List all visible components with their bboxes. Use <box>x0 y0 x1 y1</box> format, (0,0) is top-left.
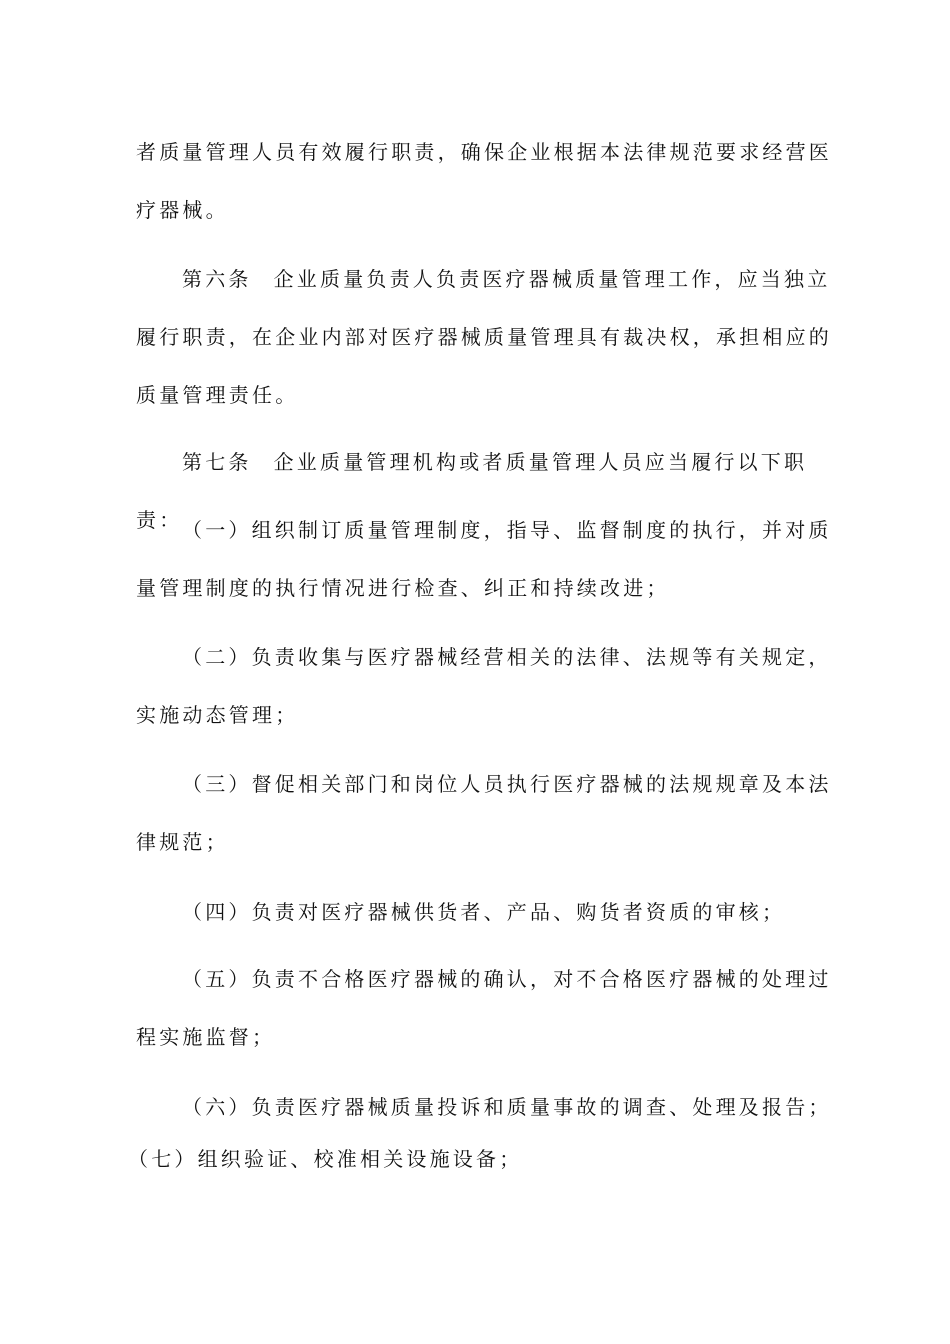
paragraph-continuation <box>136 123 836 239</box>
article-label: 第六条 <box>182 267 252 291</box>
duty-text: （二）负责收集与医疗器械经营相关的法律、法规等有关规定，实施动态管理； <box>136 645 832 727</box>
duty-text: （三）督促相关部门和岗位人员执行医疗器械的法规规章及本法律规范； <box>136 772 832 854</box>
article-6 <box>136 250 836 424</box>
duty-item-7 <box>128 1130 828 1188</box>
paragraph-text: 者质量管理人员有效履行职责，确保企业根据本法律规范要求经营医疗器械。 <box>136 140 832 222</box>
duty-item-2 <box>136 628 836 744</box>
duty-item-5 <box>136 950 836 1066</box>
duty-text: （四）负责对医疗器械供货者、产品、购货者资质的审核； <box>182 900 786 924</box>
duty-text: （六）负责医疗器械质量投诉和质量事故的调查、处理及报告； <box>182 1095 832 1119</box>
duty-item-3 <box>136 755 836 871</box>
duty-text: （七）组织验证、校准相关设施设备； <box>128 1147 523 1171</box>
duty-text: （五）负责不合格医疗器械的确认，对不合格医疗器械的处理过程实施监督； <box>136 967 832 1049</box>
duty-item-1 <box>136 501 836 617</box>
article-text: 企业质量管理机构或者质量管理人员应当履行以下职责： <box>136 450 808 532</box>
duty-text: （一）组织制订质量管理制度，指导、监督制度的执行，并对质量管理制度的执行情况进行检查、纠正和持续改进； <box>136 518 832 600</box>
duty-item-4 <box>136 883 836 941</box>
article-text: 企业质量负责人负责医疗器械质量管理工作，应当独立履行职责，在企业内部对医疗器械质量管理具有裁决权，承担相应的质量管理责任。 <box>136 267 832 407</box>
article-label: 第七条 <box>182 450 252 474</box>
duty-item-6 <box>136 1078 836 1136</box>
